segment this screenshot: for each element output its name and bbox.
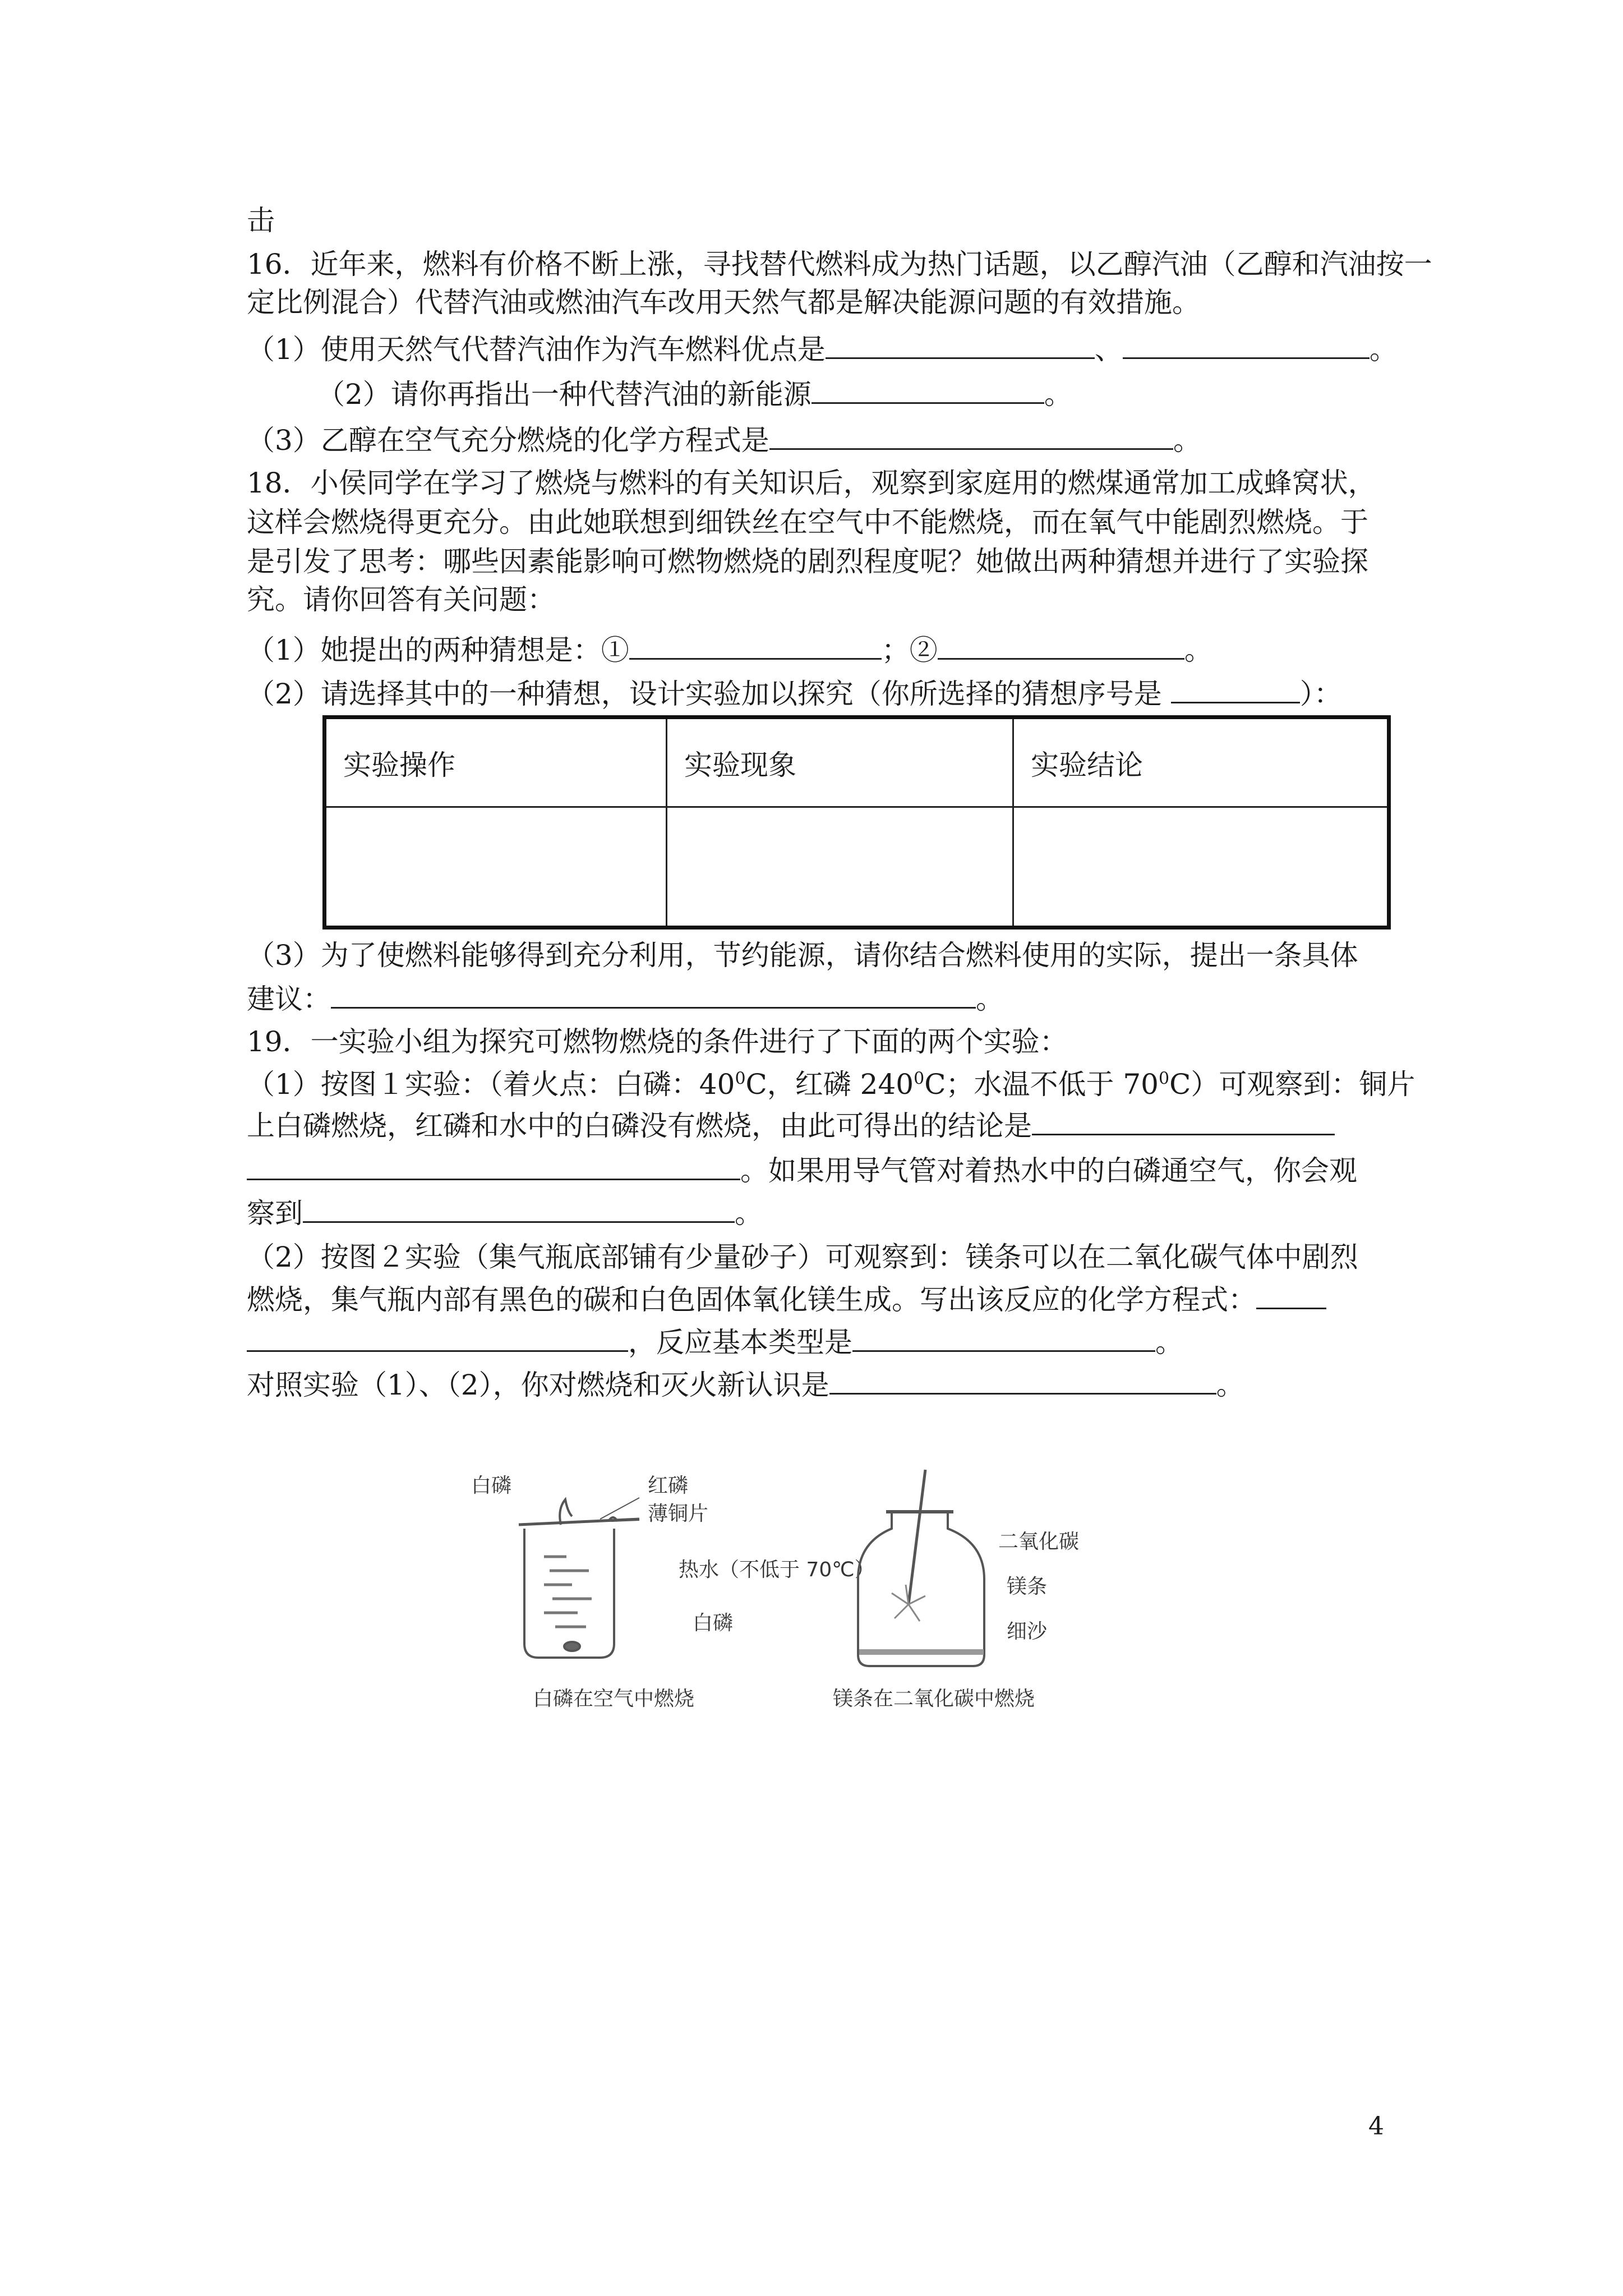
answer-blank[interactable]	[829, 1368, 1216, 1395]
label-copper-plate: 薄铜片	[648, 1502, 709, 1525]
q16-stem: 16．近年来，燃料有价格不断上涨，寻找替代燃料成为热门话题，以乙醇汽油（乙醇和汽油按一	[247, 248, 1432, 280]
q18-stem-cont: 究。请你回答有关问题：	[247, 583, 555, 616]
label-white-phosphorus-top: 白磷	[471, 1474, 512, 1497]
gas-jar-illustration	[858, 1470, 984, 1666]
fig2-caption: 镁条在二氧化碳中燃烧	[833, 1687, 1035, 1710]
answer-cell[interactable]	[667, 807, 1013, 928]
q18-stem-cont: 这样会燃烧得更充分。由此她联想到细铁丝在空气中不能燃烧，而在氧气中能剧烈燃烧。于	[247, 506, 1368, 539]
q16-part3: （3）乙醇在空气充分燃烧的化学方程式是 。	[247, 424, 1201, 457]
q18-part1: （1）她提出的两种猜想是：① ；② 。	[247, 634, 1212, 666]
answer-blank[interactable]	[1256, 1283, 1326, 1309]
page-number: 4	[1368, 2112, 1384, 2141]
q19-part1-cont: 。如果用导气管对着热水中的白磷通空气，你会观	[247, 1152, 1391, 1189]
q16-part2: （2）请你再指出一种代替汽油的新能源 。	[317, 378, 1072, 411]
answer-blank[interactable]	[811, 378, 1044, 404]
fig1-caption: 白磷在空气中燃烧	[533, 1687, 695, 1710]
label-carbon-dioxide: 二氧化碳	[998, 1530, 1080, 1553]
answer-blank[interactable]	[247, 1326, 628, 1352]
q19-part1-cont: 上白磷燃烧，红磷和水中的白磷没有燃烧，由此可得出的结论是	[247, 1107, 1391, 1144]
q16-part1: （1）使用天然气代替汽油作为汽车燃料优点是 、 。	[247, 333, 1398, 366]
answer-blank[interactable]	[938, 633, 1184, 660]
experiment-table	[322, 715, 1391, 930]
answer-cell[interactable]	[1013, 807, 1389, 928]
answer-blank[interactable]	[1123, 333, 1370, 359]
answer-blank[interactable]	[769, 424, 1173, 450]
q18-stem: 18．小侯同学在学习了燃烧与燃料的有关知识后，观察到家庭用的燃煤通常加工成蜂窝状，	[247, 467, 1376, 499]
q19-part1: （1）按图１实验：（着火点：白磷：$40^0C$，红磷 $240^0C$；水温不低于 $70^0C$）可观察到：铜片	[247, 1068, 1415, 1101]
q19-stem: 19．一实验小组为探究可燃物燃烧的条件进行了下面的两个实验：	[247, 1025, 1068, 1058]
q18-part2: （2）请选择其中的一种猜想，设计实验加以探究（你所选择的猜想序号是 ）：	[247, 678, 1342, 710]
answer-blank[interactable]	[1032, 1109, 1335, 1135]
answer-blank[interactable]	[629, 633, 882, 660]
answer-blank[interactable]	[852, 1326, 1155, 1352]
experiment-figure	[460, 1458, 1161, 1717]
label-hot-water: 热水（不低于 70℃）	[679, 1558, 875, 1581]
q18-part3: （3）为了使燃料能够得到充分利用，节约能源，请你结合燃料使用的实际，提出一条具体	[247, 939, 1358, 972]
table-header-cell: 实验结论	[1013, 717, 1389, 807]
q16-stem-cont: 定比例混合）代替汽油或燃油汽车改用天然气都是解决能源问题的有效措施。	[247, 286, 1200, 319]
q19-part2-cont: 燃烧，集气瓶内部有黑色的碳和白色固体氧化镁生成。写出该反应的化学方程式：	[247, 1281, 1391, 1318]
answer-blank[interactable]	[826, 333, 1095, 359]
answer-blank[interactable]	[247, 1154, 740, 1180]
q19-part2: （2）按图２实验（集气瓶底部铺有少量砂子）可观察到：镁条可以在二氧化碳气体中剧烈	[247, 1241, 1358, 1273]
answer-blank[interactable]	[331, 982, 976, 1009]
label-fine-sand: 细沙	[1007, 1620, 1048, 1643]
answer-blank[interactable]	[303, 1197, 735, 1223]
label-magnesium-strip: 镁条	[1007, 1575, 1048, 1598]
text-line: 击	[247, 204, 275, 237]
table-header-cell: 实验现象	[667, 717, 1013, 807]
q18-part3-cont: 建议： 。	[247, 983, 1004, 1015]
answer-blank[interactable]	[1171, 677, 1300, 703]
q19-part1-cont: 察到 。	[247, 1197, 763, 1230]
answer-cell[interactable]	[325, 807, 667, 928]
q18-stem-cont: 是引发了思考：哪些因素能影响可燃物燃烧的剧烈程度呢？她做出两种猜想并进行了实验探	[247, 545, 1368, 578]
label-red-phosphorus: 红磷	[648, 1474, 689, 1497]
label-white-phosphorus-bottom: 白磷	[693, 1612, 734, 1635]
beaker-illustration	[519, 1498, 639, 1658]
q19-part2-cont: ，反应基本类型是 。	[247, 1324, 1391, 1361]
q19-part3: 对照实验（1）、（2），你对燃烧和灭火新认识是 。	[247, 1369, 1244, 1401]
table-header-cell: 实验操作	[325, 717, 667, 807]
